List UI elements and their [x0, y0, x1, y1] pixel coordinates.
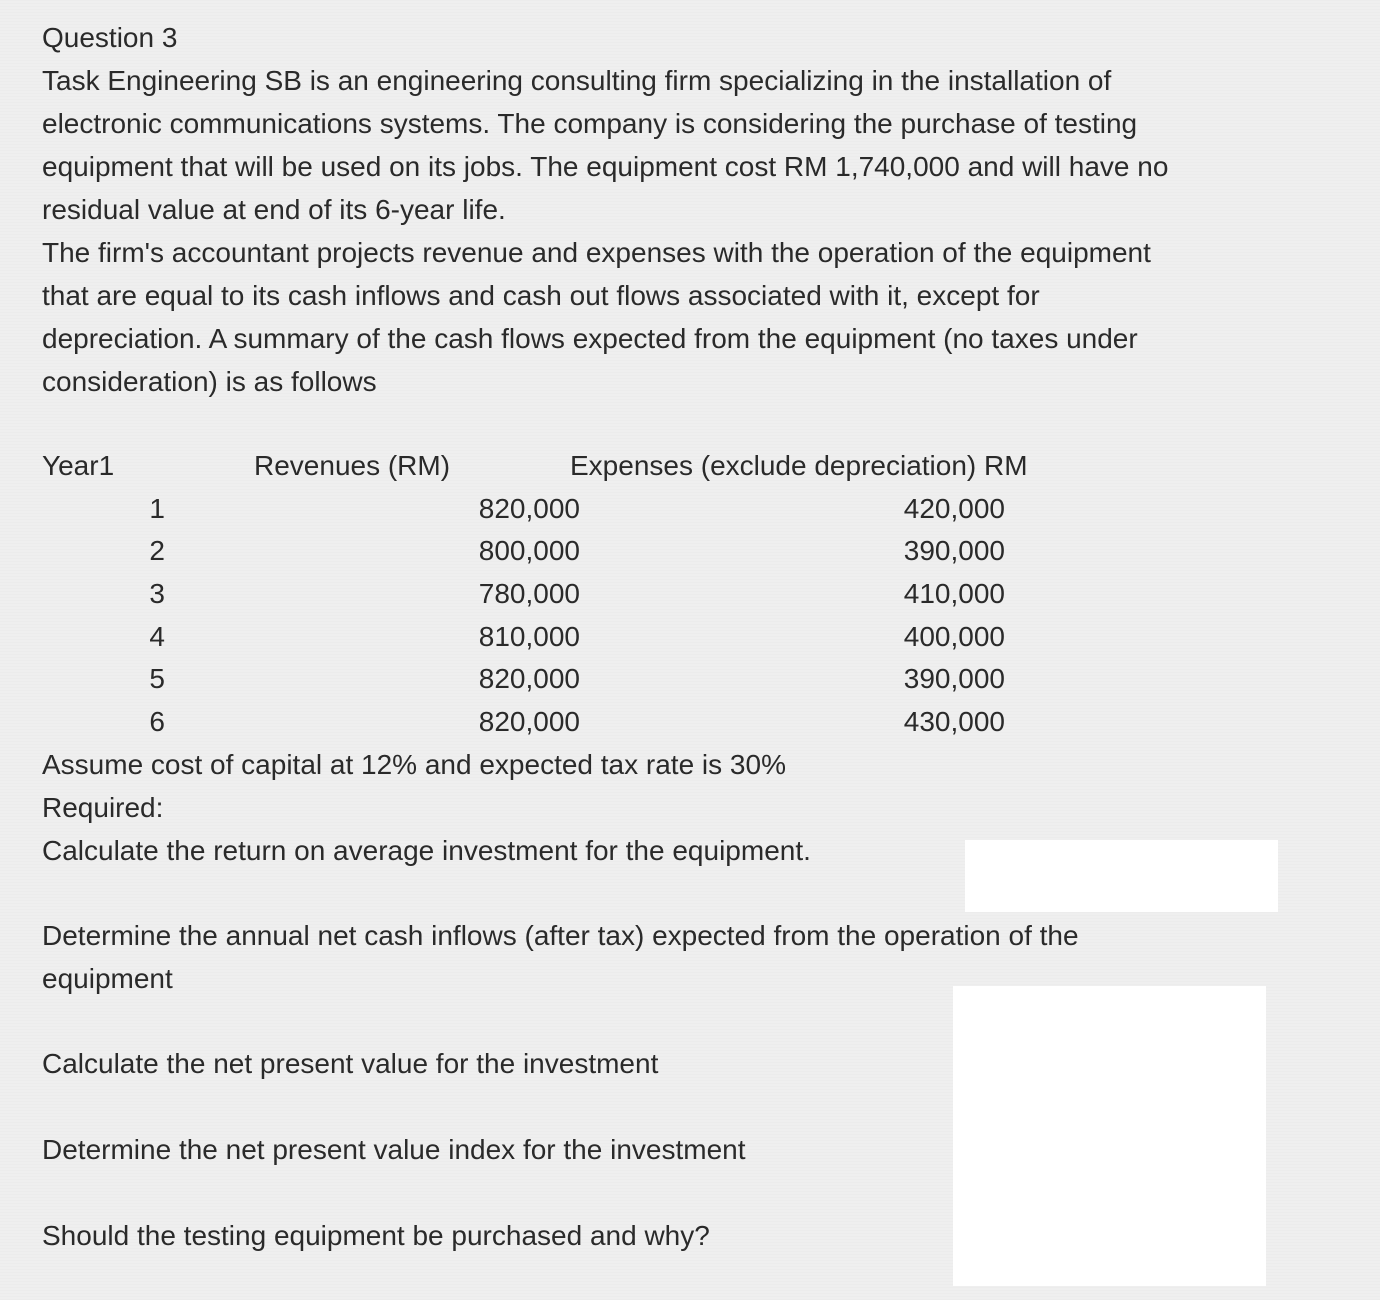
- question-title: Question 3: [42, 22, 178, 53]
- answer-box: [965, 840, 1278, 912]
- intro-line: equipment that will be used on its jobs. The equipment cost RM 1,740,000 and will have no: [42, 151, 1169, 182]
- table-row-revenue: 810,000: [478, 621, 580, 652]
- table-row-revenue: 800,000: [478, 535, 580, 566]
- table-header-expenses: Expenses (exclude depreciation) RM: [570, 450, 1028, 481]
- table-row-expense: 430,000: [903, 706, 1005, 737]
- task-roi: Calculate the return on average investment for the equipment.: [42, 835, 811, 866]
- task-net-cash-inflows-cont: equipment: [42, 963, 173, 994]
- task-decision: Should the testing equipment be purchased and why?: [42, 1220, 710, 1251]
- table-row-expense: 410,000: [903, 578, 1005, 609]
- intro-line: that are equal to its cash inflows and cash out flows associated with it, except for: [42, 280, 1040, 311]
- table-row-revenue: 780,000: [478, 578, 580, 609]
- table-row-expense: 390,000: [903, 535, 1005, 566]
- task-net-cash-inflows: Determine the annual net cash inflows (after tax) expected from the operation of the: [42, 920, 1079, 951]
- table-row-expense: 390,000: [903, 663, 1005, 694]
- table-row-revenue: 820,000: [478, 663, 580, 694]
- intro-line: depreciation. A summary of the cash flows expected from the equipment (no taxes under: [42, 323, 1138, 354]
- intro-line: Task Engineering SB is an engineering consulting firm specializing in the installation of: [42, 65, 1112, 96]
- table-header-year: Year1: [42, 450, 115, 481]
- table-header-revenues: Revenues (RM): [254, 450, 451, 481]
- answer-box: [953, 986, 1266, 1286]
- required-label: Required:: [42, 792, 164, 823]
- intro-line: residual value at end of its 6-year life.: [42, 194, 506, 225]
- intro-line: consideration) is as follows: [42, 366, 377, 397]
- assumption-text: Assume cost of capital at 12% and expected tax rate is 30%: [42, 749, 786, 780]
- table-row-revenue: 820,000: [478, 493, 580, 524]
- task-npv-index: Determine the net present value index for the investment: [42, 1134, 746, 1165]
- intro-line: electronic communications systems. The company is considering the purchase of testing: [42, 108, 1138, 139]
- table-row-year: 5: [149, 663, 165, 694]
- intro-line: The firm's accountant projects revenue and expenses with the operation of the equipment: [42, 237, 1151, 268]
- table-row-year: 3: [149, 578, 165, 609]
- table-row-revenue: 820,000: [478, 706, 580, 737]
- table-row-expense: 400,000: [903, 621, 1005, 652]
- table-row-year: 4: [149, 621, 165, 652]
- table-row-year: 2: [149, 535, 165, 566]
- table-row-year: 1: [149, 493, 165, 524]
- intro-paragraph: [42, 59, 1168, 403]
- task-npv: Calculate the net present value for the investment: [42, 1048, 659, 1079]
- table-row-year: 6: [149, 706, 165, 737]
- table-row-expense: 420,000: [903, 493, 1005, 524]
